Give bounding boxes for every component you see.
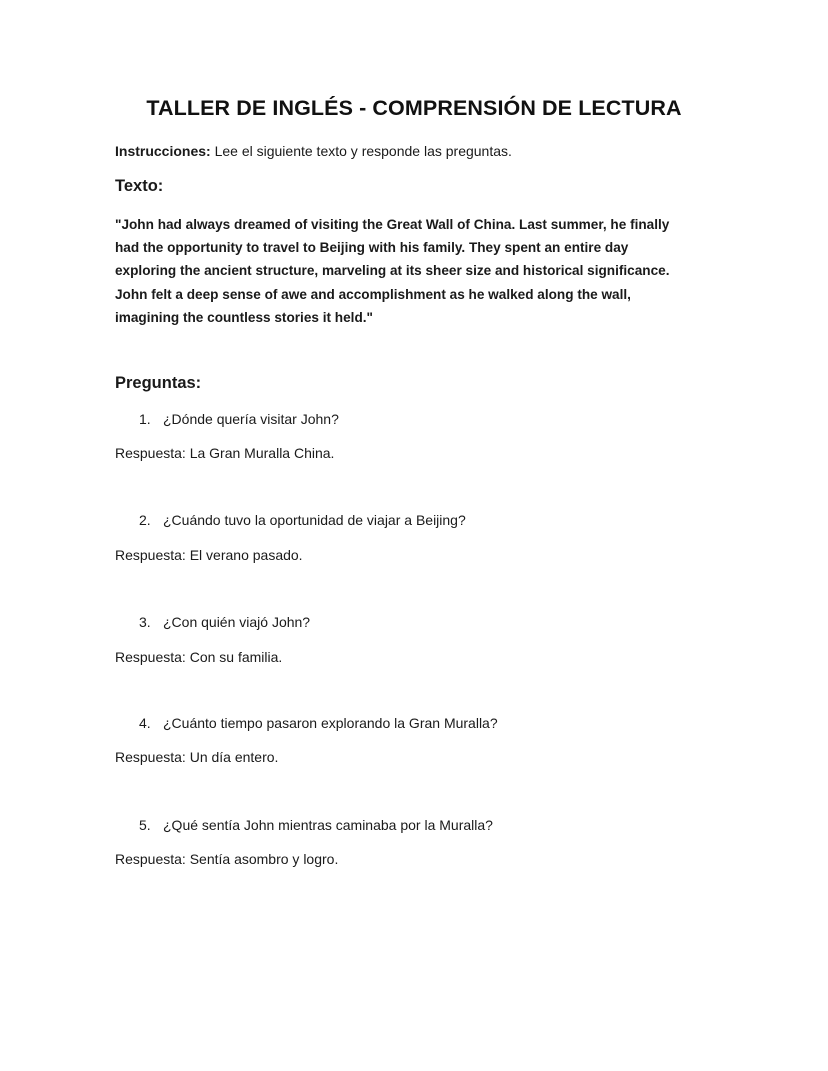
questions-section-heading: Preguntas: xyxy=(115,374,202,392)
question-number: 3. xyxy=(139,614,151,630)
answer-1: Respuesta: La Gran Muralla China. xyxy=(115,445,335,461)
text-section-heading: Texto: xyxy=(115,177,164,195)
passage-line: had the opportunity to travel to Beijing with his family. They spent an entire day xyxy=(115,240,629,256)
question-number: 4. xyxy=(139,715,151,731)
answer-3: Respuesta: Con su familia. xyxy=(115,649,283,665)
document-title: TALLER DE INGLÉS - COMPRENSIÓN DE LECTURA xyxy=(146,96,682,120)
question-text: ¿Dónde quería visitar John? xyxy=(163,411,339,427)
answer-5: Respuesta: Sentía asombro y logro. xyxy=(115,851,339,867)
question-5 xyxy=(139,817,493,833)
instructions-text: Lee el siguiente texto y responde las preguntas. xyxy=(210,143,512,159)
answer-2: Respuesta: El verano pasado. xyxy=(115,547,303,563)
question-1 xyxy=(139,411,339,427)
question-4 xyxy=(139,715,498,731)
question-3 xyxy=(139,614,310,630)
question-number: 5. xyxy=(139,817,151,833)
question-2 xyxy=(139,512,466,528)
passage-line: John felt a deep sense of awe and accomplishment as he walked along the wall, xyxy=(115,286,631,302)
passage-line: imagining the countless stories it held." xyxy=(115,309,373,325)
passage-line: exploring the ancient structure, marveling at its sheer size and historical significance. xyxy=(115,263,670,279)
question-text: ¿Cuándo tuvo la oportunidad de viajar a Beijing? xyxy=(163,512,466,528)
question-text: ¿Qué sentía John mientras caminaba por la Muralla? xyxy=(163,817,493,833)
question-number: 1. xyxy=(139,411,151,427)
passage-line: "John had always dreamed of visiting the Great Wall of China. Last summer, he finally xyxy=(115,217,670,232)
question-text: ¿Con quién viajó John? xyxy=(163,614,311,630)
instructions xyxy=(115,143,512,159)
instructions-label: Instrucciones: xyxy=(115,143,211,159)
question-text: ¿Cuánto tiempo pasaron explorando la Gran Muralla? xyxy=(163,715,498,731)
answer-4: Respuesta: Un día entero. xyxy=(115,749,279,765)
reading-passage xyxy=(115,213,715,329)
question-number: 2. xyxy=(139,512,151,528)
